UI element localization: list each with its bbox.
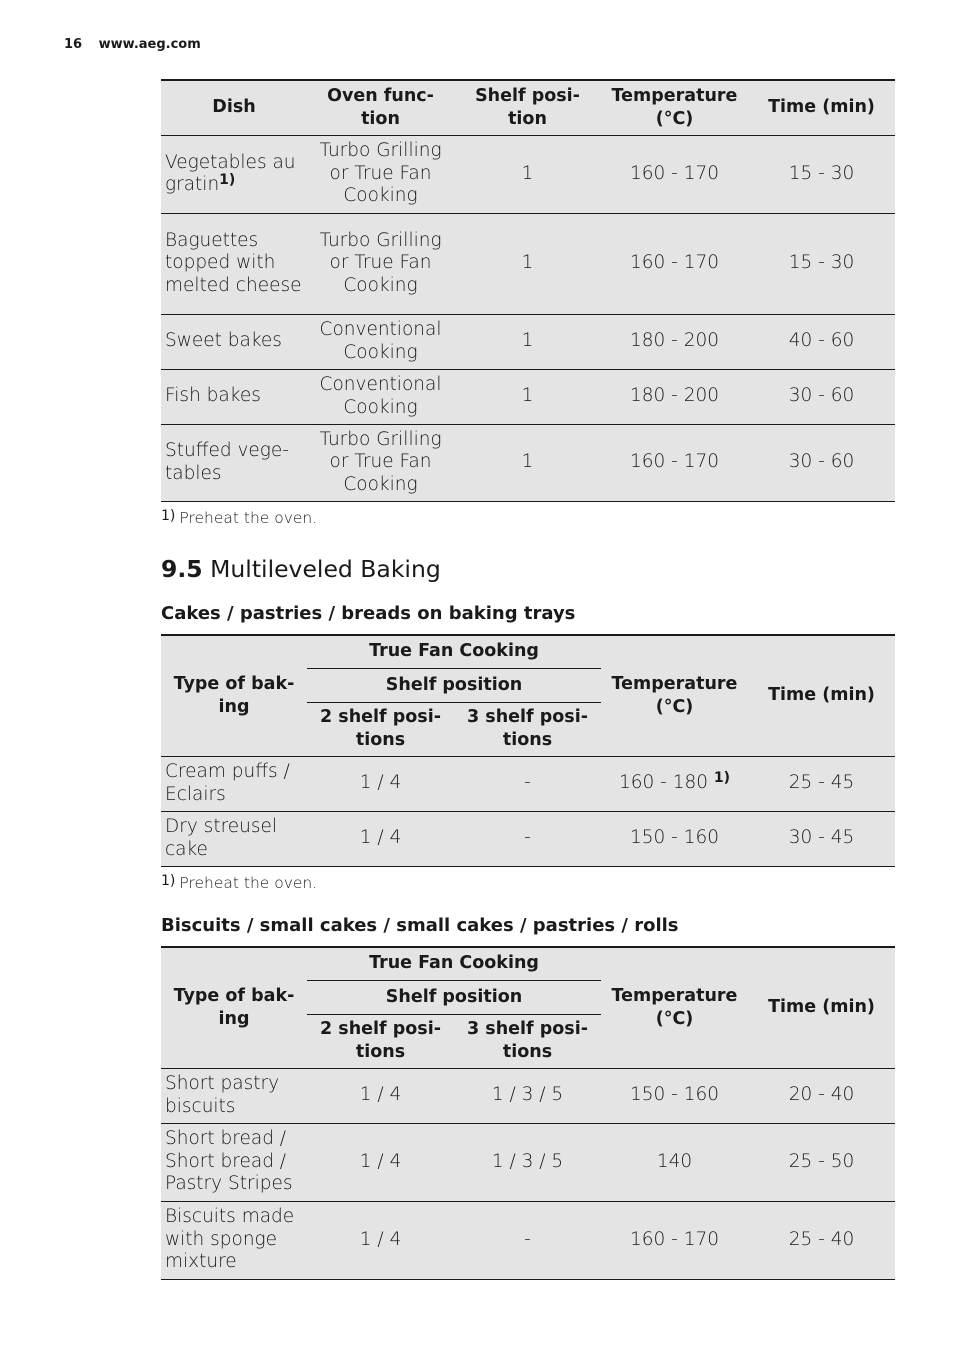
dish-cell: Fish bakes: [165, 385, 261, 407]
col-header-true-fan: True Fan Cooking: [307, 635, 601, 668]
col-header-temperature: Temperature (°C): [601, 947, 748, 1068]
footnote: [161, 508, 317, 527]
time-cell: 15 - 30: [788, 252, 855, 274]
shelf-cell: 1: [521, 162, 534, 184]
temp-cell: 160 - 170: [629, 252, 720, 274]
shelf-cell: 1: [521, 451, 534, 473]
function-cell: Turbo Grilling or True Fan Cooking: [319, 140, 442, 207]
table-heading: Biscuits / small cakes / small cakes / pastries / rolls: [161, 915, 679, 936]
col-header-true-fan: True Fan Cooking: [307, 947, 601, 980]
table-row: [161, 811, 895, 866]
temp-cell: 180 - 200: [629, 330, 720, 352]
section-title: Multileveled Baking: [210, 555, 441, 583]
site-url[interactable]: www.aeg.com: [98, 37, 201, 52]
time-cell: 25 - 45: [788, 772, 855, 794]
three-shelf-cell: 1 / 3 / 5: [491, 1084, 564, 1106]
shelf-cell: 1: [521, 252, 534, 274]
col-header-type: Type of bak- ing: [161, 635, 307, 756]
type-cell: Cream puffs / Eclairs: [165, 761, 290, 805]
dishes-table: [161, 79, 895, 502]
multilevel-biscuits-table: [161, 946, 895, 1280]
dish-cell: [161, 135, 307, 213]
col-header-dish: Dish: [161, 80, 307, 135]
table-row: [161, 1201, 895, 1279]
section-number: 9.5: [161, 555, 203, 583]
two-shelf-cell: 1 / 4: [359, 827, 402, 849]
col-header-three-shelves: 3 shelf posi- tions: [467, 1019, 588, 1062]
footnote-marker: 1): [713, 770, 731, 787]
col-header-time: Time (min): [748, 947, 895, 1068]
table-row: [161, 1068, 895, 1123]
temp-cell: 150 - 160: [629, 1084, 720, 1106]
time-cell: 30 - 45: [788, 827, 855, 849]
temp-cell: 140: [656, 1150, 693, 1172]
table-row: [161, 135, 895, 213]
three-shelf-cell: 1 / 3 / 5: [491, 1150, 564, 1172]
multilevel-cakes-table: [161, 634, 895, 867]
function-cell: Turbo Grilling or True Fan Cooking: [319, 229, 442, 296]
col-header-time: Time (min): [748, 635, 895, 756]
time-cell: 25 - 50: [788, 1150, 855, 1172]
col-header-shelf-position: Shelf position: [307, 980, 601, 1014]
time-cell: 30 - 60: [788, 451, 855, 473]
table-heading: Cakes / pastries / breads on baking trays: [161, 603, 576, 624]
two-shelf-cell: 1 / 4: [359, 1084, 402, 1106]
footnote: [161, 873, 317, 892]
footnote-marker: 1): [161, 873, 176, 889]
page-header: [64, 37, 201, 52]
time-cell: 25 - 40: [788, 1228, 855, 1250]
three-shelf-cell: -: [524, 1228, 531, 1250]
table-row: [161, 213, 895, 314]
dish-cell: Baguettes topped with melted cheese: [165, 229, 302, 296]
type-cell: Short bread / Short bread / Pastry Stripes: [165, 1128, 293, 1195]
col-header-two-shelves: 2 shelf posi- tions: [320, 707, 441, 750]
table-row: [161, 424, 895, 501]
function-cell: Turbo Grilling or True Fan Cooking: [319, 428, 442, 495]
temp-cell: 180 - 200: [629, 385, 720, 407]
col-header-shelf-position: Shelf posi- tion: [454, 80, 601, 135]
function-cell: Conventional Cooking: [319, 319, 442, 363]
col-header-type: Type of bak- ing: [161, 947, 307, 1068]
col-header-oven-function: Oven func- tion: [307, 80, 454, 135]
dish-cell: Sweet bakes: [165, 330, 282, 352]
two-shelf-cell: 1 / 4: [359, 1150, 402, 1172]
shelf-cell: 1: [521, 385, 534, 407]
time-cell: 30 - 60: [788, 385, 855, 407]
table-row: [161, 369, 895, 424]
temp-cell: [601, 756, 748, 811]
dish-cell: Stuffed vege- tables: [165, 440, 289, 484]
dish-name: Vegetables au gratin: [165, 151, 296, 195]
temp-cell: 150 - 160: [629, 827, 720, 849]
col-header-temperature: Temperature (°C): [601, 635, 748, 756]
footnote-marker: 1): [219, 172, 236, 188]
col-header-three-shelves: 3 shelf posi- tions: [467, 707, 588, 750]
type-cell: Dry streusel cake: [165, 816, 278, 860]
function-cell: Conventional Cooking: [319, 374, 442, 418]
table-row: [161, 1123, 895, 1201]
col-header-two-shelves: 2 shelf posi- tions: [320, 1019, 441, 1062]
type-cell: Short pastry biscuits: [165, 1073, 280, 1117]
section-heading: [161, 555, 441, 583]
time-cell: 40 - 60: [788, 330, 855, 352]
footnote-text: Preheat the oven.: [179, 874, 318, 892]
shelf-cell: 1: [521, 330, 534, 352]
col-header-temperature: Temperature (°C): [601, 80, 748, 135]
two-shelf-cell: 1 / 4: [359, 772, 402, 794]
table-row: [161, 314, 895, 369]
col-header-shelf-position: Shelf position: [307, 668, 601, 702]
time-cell: 20 - 40: [788, 1084, 855, 1106]
footnote-text: Preheat the oven.: [179, 509, 318, 527]
two-shelf-cell: 1 / 4: [359, 1228, 402, 1250]
table-row: [161, 756, 895, 811]
temp-cell: 160 - 170: [629, 1228, 720, 1250]
temp-cell: 160 - 170: [629, 451, 720, 473]
time-cell: 15 - 30: [788, 162, 855, 184]
three-shelf-cell: -: [524, 772, 531, 794]
temp-cell: 160 - 170: [629, 162, 720, 184]
page-number: 16: [64, 37, 83, 52]
type-cell: Biscuits made with sponge mixture: [165, 1206, 295, 1273]
footnote-marker: 1): [161, 508, 176, 524]
col-header-time: Time (min): [748, 80, 895, 135]
three-shelf-cell: -: [524, 827, 531, 849]
temp-value: 160 - 180: [618, 772, 709, 794]
